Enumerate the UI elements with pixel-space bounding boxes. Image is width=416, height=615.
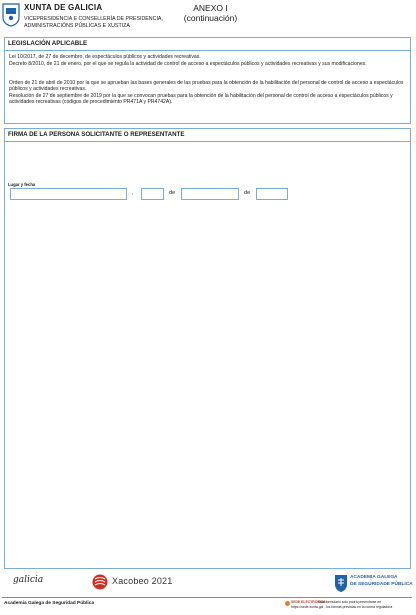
xunta-logo-block [2,3,177,33]
agasp-shield-icon [334,573,348,593]
footer-academy-name: Academia Galega de Seguridad Pública [4,601,95,606]
month-input[interactable] [181,188,239,200]
place-date-label: Lugar y fecha [8,182,36,187]
place-input[interactable] [10,188,127,200]
de-separator-2: de [244,190,251,196]
legislation-section [4,37,411,124]
sede-note-line-2[interactable]: https://sede.xunta.gal . los formas previstas en la norma reguladora [291,605,393,609]
sede-label: SEDE ELECTRÓNICA: [291,600,327,604]
signature-heading: FIRMA DE LA PERSONA SOLICITANTE O REPRESENTANTE [5,129,410,142]
xacobeo-shell-icon [92,574,108,590]
annex-title [168,3,253,23]
xunta-emblem-icon [2,3,20,27]
annex-title-main: ANEXO I [193,3,228,13]
comma-separator: , [132,190,134,196]
legislation-paragraph: Lei 10/2017, de 27 de decembro, de espectáculos públicos y actividades recreativas. [9,54,201,60]
annex-title-sub: (continuación) [183,13,238,23]
legislation-heading: LEGISLACIÓN APLICABLE [5,38,410,51]
galicia-logo: galicia [13,575,44,585]
de-separator-1: de [169,190,176,196]
day-input[interactable] [141,188,164,200]
department-line-2: ADMINISTRACIÓNS PÚBLICAS E XUSTIZA [24,22,130,29]
agasp-logo-line-2: DE SEGURIDADE PÚBLICA [350,582,413,587]
footer-divider [2,597,412,598]
org-name: XUNTA DE GALICIA [24,3,103,12]
xacobeo-logo: Xacobeo 2021 [112,576,173,586]
agasp-logo-line-1: ACADEMIA GALEGA [350,575,398,580]
sede-note-line-1: Este formulario solo podrá presentarse en [318,600,382,604]
legislation-paragraph: Decreto 8/2010, de 21 de enero, por el que se regula la actividad de control de acceso a espectáculos públicos y actividades recreativas y sus modificaciones. [9,61,367,67]
legislation-paragraph: Orden de 21 de abril de 2010 por la que se aprueban las bases generales de las pruebas para la obtención de la habilitación del personal de control de acceso a espectáculos públicos y actividades recreativas. [9,80,404,93]
year-input[interactable] [256,188,288,200]
legislation-paragraph: Resolución de 27 de septiembre de 2019 por la que se convocan pruebas para la obtención de la habilitación del personal de control de acceso a espectáculos públicos y actividades recreativas (códigos de procedimiento PR471A y PR4742A). [9,93,393,106]
sede-electronica-icon [285,601,290,606]
department-line-1: VICEPRESIDENCIA E CONSELLERÍA DE PRESIDENCIA, [24,16,163,22]
